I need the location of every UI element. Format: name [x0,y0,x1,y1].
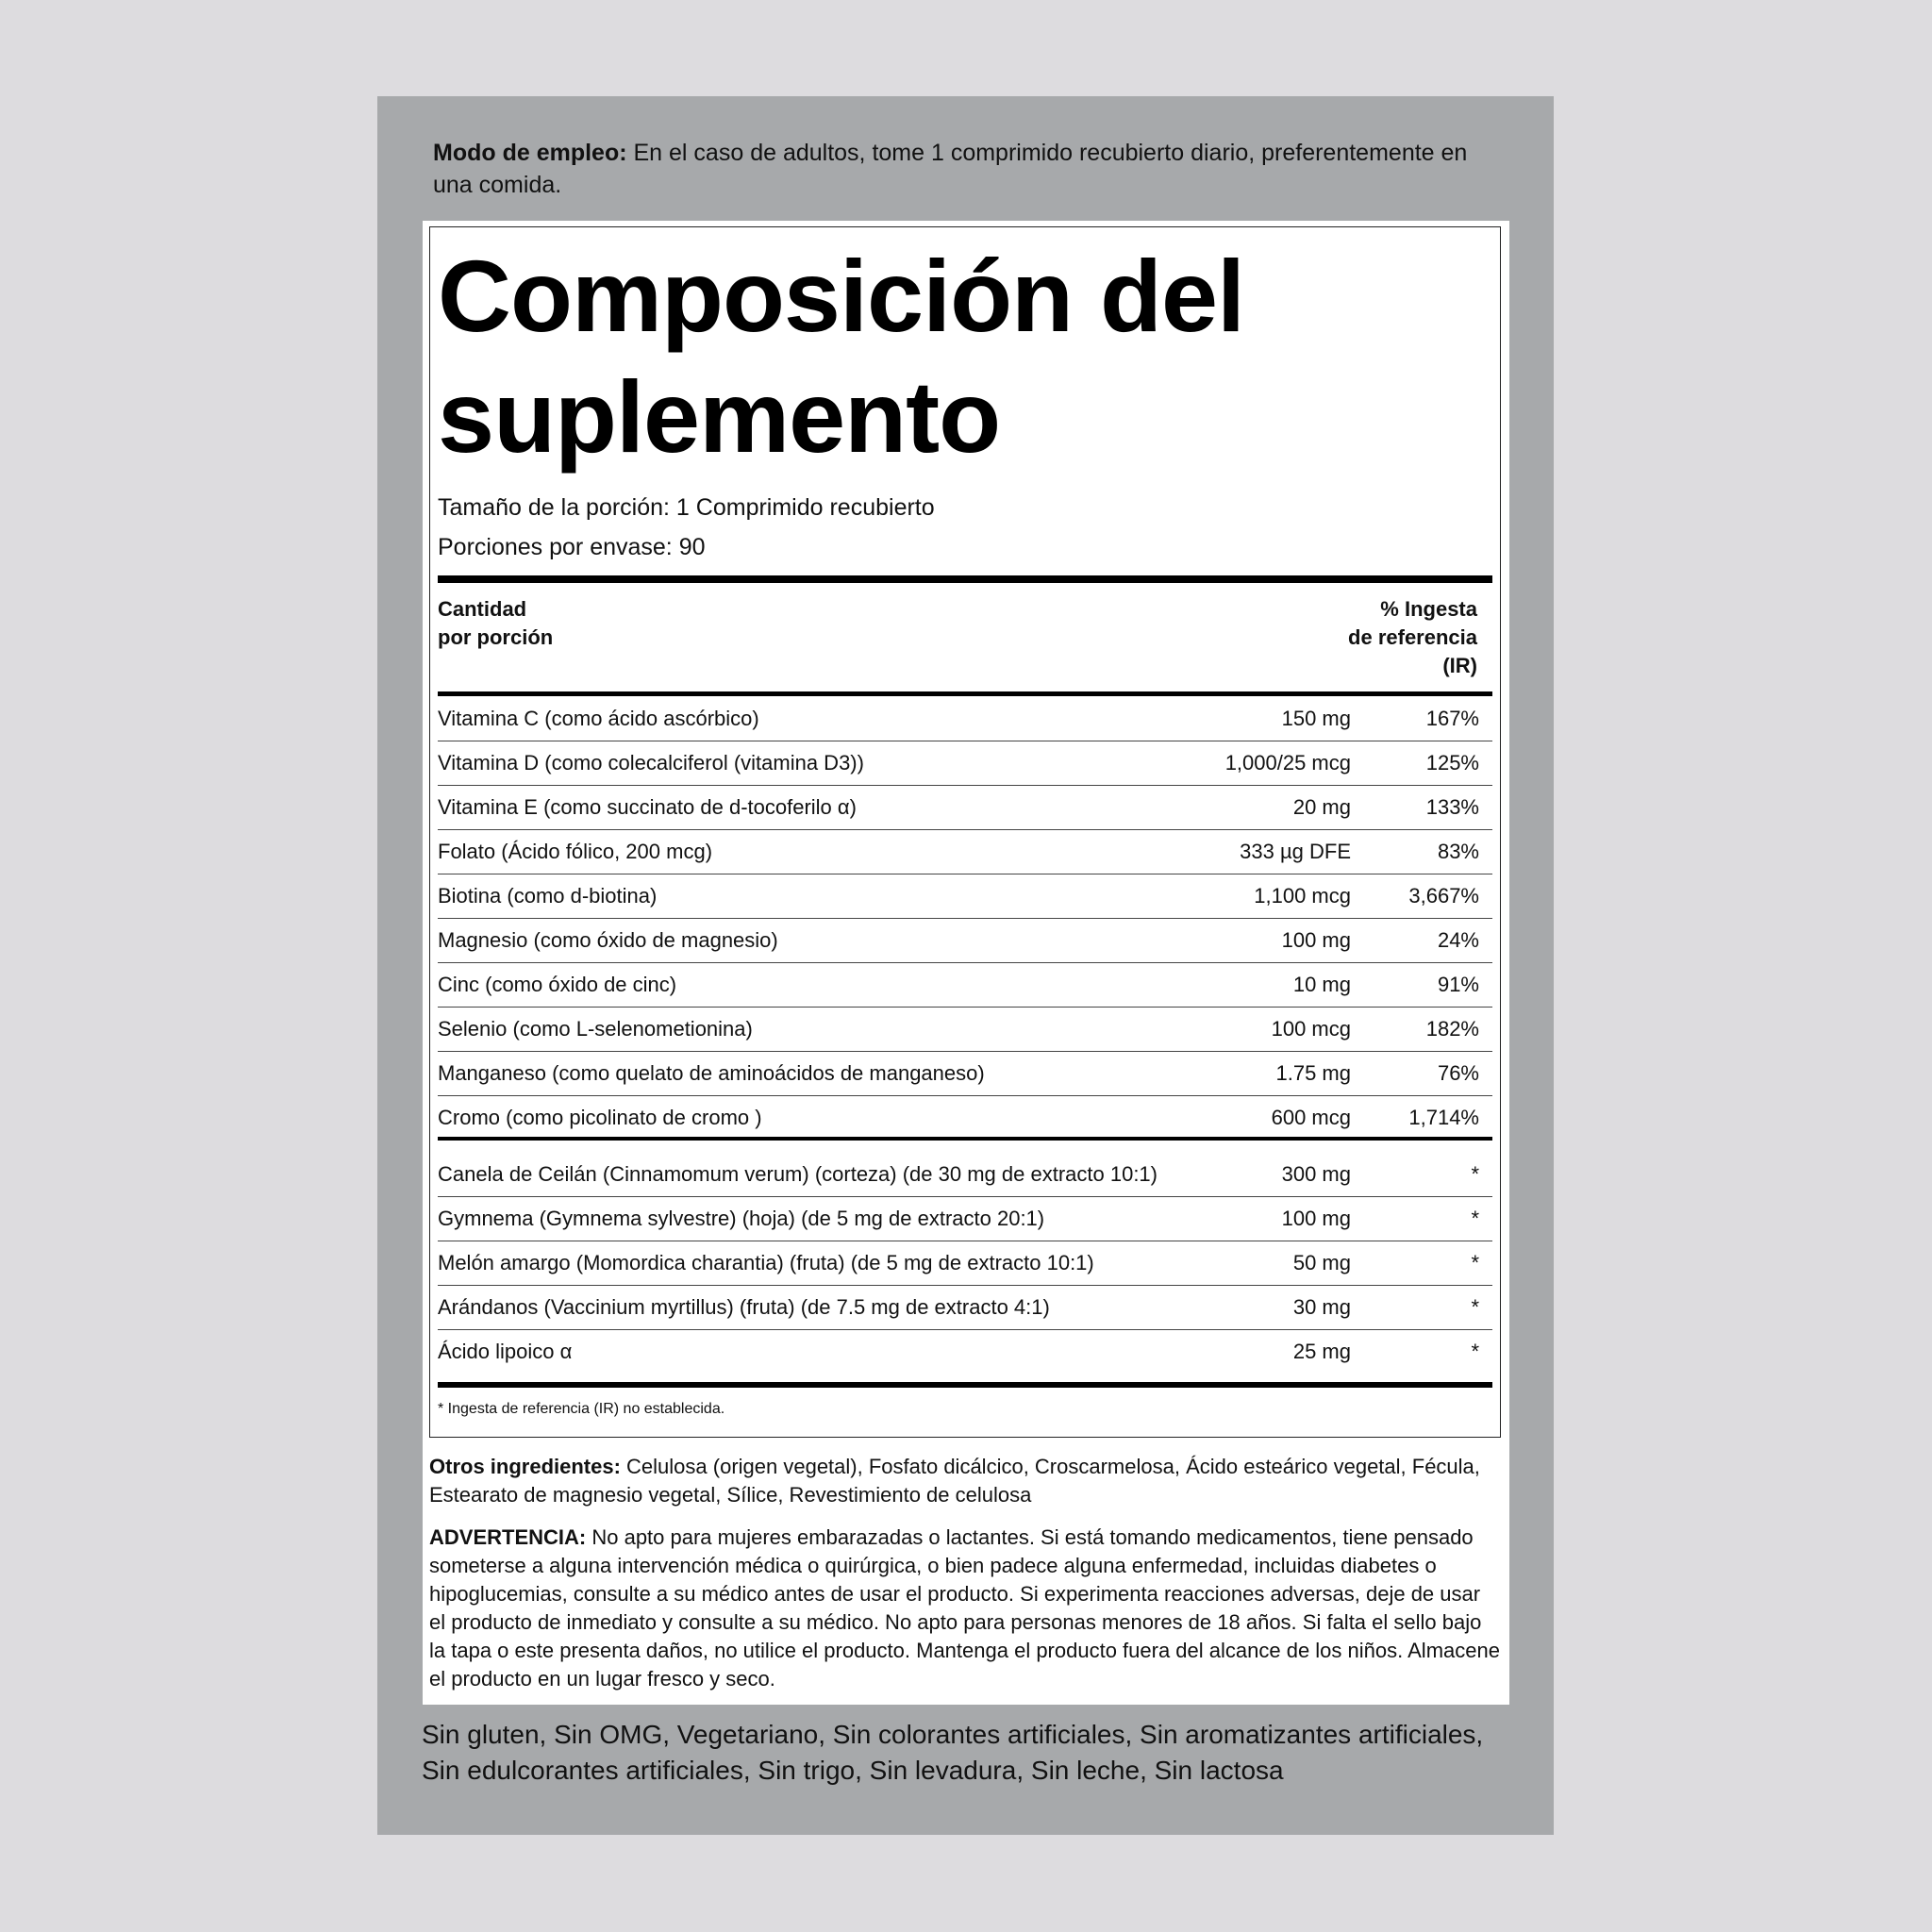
header-dv [1348,595,1477,680]
servings-per-container: Porciones por envase: 90 [438,534,706,560]
facts-title-line1: Composición del [438,239,1245,353]
nutrient-amount: 1,000/25 mcg [1224,751,1351,774]
other-ingredients-text: Celulosa (origen vegetal), Fosfato dicálcico, Croscarmelosa, Ácido esteárico vegetal, Fécula, Estearato de magnesio vegetal, Sílice, Revestimiento de celulosa [429,1455,1480,1507]
nutrient-name: Cinc (como óxido de cinc) [438,973,677,996]
nutrient-name: Vitamina D (como colecalciferol (vitamina D3)) [438,751,864,774]
nutrient-name: Arándanos (Vaccinium myrtillus) (fruta) (de 7.5 mg de extracto 4:1) [438,1295,1050,1319]
nutrient-amount: 25 mg [1292,1340,1351,1363]
nutrient-row [438,697,1492,741]
nutrient-daily-value: 76% [1437,1061,1479,1085]
nutrient-row [438,1096,1492,1141]
nutrient-daily-value: 91% [1437,973,1479,996]
nutrient-row [438,963,1492,1008]
nutrient-amount: 10 mg [1292,973,1351,996]
header-dv-line2: de referencia [1348,625,1477,649]
nutrient-daily-value: 24% [1437,928,1479,952]
nutrient-daily-value: * [1471,1340,1479,1363]
nutrient-row [438,1052,1492,1096]
nutrient-daily-value: * [1471,1251,1479,1274]
nutrient-daily-value: 83% [1437,840,1479,863]
nutrient-amount: 600 mcg [1271,1106,1351,1129]
nutrient-name: Selenio (como L-selenometionina) [438,1017,753,1041]
nutrient-name: Folato (Ácido fólico, 200 mcg) [438,840,713,863]
nutrient-name: Vitamina E (como succinato de d-tocoferilo α) [438,795,857,819]
nutrient-daily-value: * [1471,1207,1479,1230]
nutrient-daily-value: 167% [1425,707,1479,730]
nutrient-row [438,830,1492,874]
header-dv-line1: % Ingesta [1380,597,1477,621]
nutrient-name: Biotina (como d-biotina) [438,884,658,908]
warning [429,1524,1500,1693]
free-from-claims: Sin gluten, Sin OMG, Vegetariano, Sin colorantes artificiales, Sin aromatizantes artificiales, Sin edulcorantes artificiales, Sin trigo, Sin levadura, Sin leche, Sin lactosa [422,1720,1484,1785]
other-ingredients-label: Otros ingredientes: [429,1455,621,1478]
bottom-divider [438,1382,1492,1388]
header-amount [438,595,553,652]
nutrient-row [438,1197,1492,1241]
nutrient-amount: 30 mg [1292,1295,1351,1319]
nutrient-name: Vitamina C (como ácido ascórbico) [438,707,759,730]
nutrient-row [438,1008,1492,1052]
other-ingredients [429,1453,1495,1509]
nutrient-name: Canela de Ceilán (Cinnamomum verum) (corteza) (de 30 mg de extracto 10:1) [438,1162,1158,1186]
nutrient-name: Ácido lipoico α [438,1340,573,1363]
warning-text: No apto para mujeres embarazadas o lactantes. Si está tomando medicamentos, tiene pensado someterse a alguna intervención médica o quirúrgica, o bien padece alguna enfermedad, incluidas diabetes o hipoglucemias, consulte a su médico antes de usar el producto. Si experimenta reacciones adversas, deje de usar el producto de inmediato y consulte a su médico. No apto para personas menores de 18 años. Si falta el sello bajo la tapa o este presenta daños, no utilice el producto. Mantenga el producto fuera del alcance de los niños. Almacene el producto en un lugar fresco y seco. [429,1525,1500,1690]
nutrient-row [438,1241,1492,1286]
nutrient-name: Manganeso (como quelato de aminoácidos de manganeso) [438,1061,985,1085]
nutrient-row [438,874,1492,919]
nutrient-name: Melón amargo (Momordica charantia) (fruta) (de 5 mg de extracto 10:1) [438,1251,1094,1274]
nutrient-amount: 333 µg DFE [1240,840,1351,863]
nutrient-row [438,1153,1492,1197]
nutrient-daily-value: 3,667% [1408,884,1479,908]
directions [433,137,1508,201]
header-amount-line2: por porción [438,625,554,649]
directions-label: Modo de empleo: [433,140,627,166]
header-amount-line1: Cantidad [438,597,527,621]
nutrient-name: Gymnema (Gymnema sylvestre) (hoja) (de 5 mg de extracto 20:1) [438,1207,1045,1230]
medium-divider [438,691,1492,696]
nutrient-amount: 100 mg [1281,928,1351,952]
nutrient-amount: 150 mg [1281,707,1351,730]
facts-title-line2: suplemento [438,359,1001,474]
nutrient-row [438,741,1492,786]
nutrient-row [438,786,1492,830]
nutrient-amount: 1.75 mg [1275,1061,1351,1085]
nutrient-daily-value: * [1471,1295,1479,1319]
nutrient-daily-value: 182% [1425,1017,1479,1041]
header-dv-line3: (IR) [1442,654,1477,677]
serving-size: Tamaño de la porción: 1 Comprimido recubierto [438,494,935,521]
nutrient-name: Magnesio (como óxido de magnesio) [438,928,778,952]
nutrient-daily-value: 125% [1425,751,1479,774]
nutrient-row [438,919,1492,963]
nutrient-row [438,1330,1492,1374]
nutrient-row [438,1286,1492,1330]
nutrient-daily-value: 133% [1425,795,1479,819]
nutrient-amount: 1,100 mcg [1254,884,1351,908]
nutrient-daily-value: 1,714% [1408,1106,1479,1129]
thick-divider [438,575,1492,583]
footnote: * Ingesta de referencia (IR) no establecida. [438,1401,725,1417]
facts-title [438,236,1475,477]
warning-label: ADVERTENCIA: [429,1525,587,1549]
nutrient-daily-value: * [1471,1162,1479,1186]
nutrient-amount: 20 mg [1292,795,1351,819]
nutrient-amount: 100 mcg [1271,1017,1351,1041]
nutrient-amount: 50 mg [1292,1251,1351,1274]
nutrient-amount: 300 mg [1281,1162,1351,1186]
nutrient-name: Cromo (como picolinato de cromo ) [438,1106,762,1129]
directions-text: En el caso de adultos, tome 1 comprimido recubierto diario, preferentemente en una comida. [433,140,1468,198]
nutrient-amount: 100 mg [1281,1207,1351,1230]
